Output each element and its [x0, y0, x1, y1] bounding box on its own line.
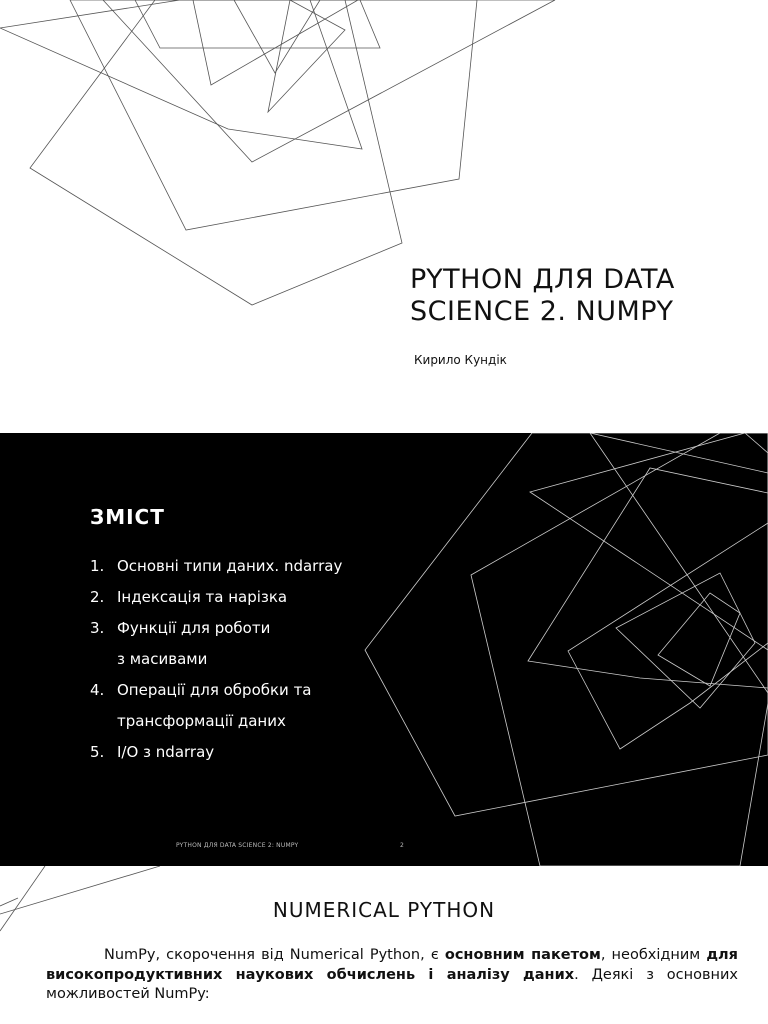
line-shape-8 [268, 0, 345, 112]
line-shape-2 [471, 433, 768, 866]
title-slide [0, 0, 768, 432]
paragraph-text: , необхідним [600, 947, 707, 963]
decorative-line-art [0, 0, 768, 432]
line-shape-7 [616, 573, 755, 708]
contents-item-line: Операції для обробки та [117, 681, 312, 699]
contents-item-number: 2. [90, 588, 105, 606]
line-shape-3 [0, 0, 362, 149]
line-shape-3 [530, 433, 768, 650]
slide-page-number: 2 [400, 842, 404, 849]
contents-item-number: 5. [90, 743, 105, 761]
contents-item-line: I/O з ndarray [117, 743, 215, 761]
line-shape-7 [234, 0, 320, 73]
line-shape-8 [658, 593, 740, 686]
line-shape-4 [590, 433, 768, 693]
contents-item-number: 4. [90, 681, 105, 699]
line-shape-1 [30, 0, 402, 305]
title-line-1: PYTHON ДЛЯ DATA [410, 264, 675, 295]
author-name: Кирило Кундік [414, 353, 507, 367]
line-shape-1 [365, 433, 768, 816]
line-shape-2 [70, 0, 477, 230]
line-shape-4 [103, 0, 555, 162]
contents-item-text [117, 587, 287, 607]
contents-item-text [117, 742, 214, 762]
paragraph-bold: для високопродуктивних наукових обчислень і аналізу даних [46, 947, 738, 983]
contents-item-number: 1. [90, 557, 105, 575]
paragraph-bold: основним пакетом [444, 947, 601, 963]
contents-item-line: трансформації даних [117, 712, 286, 730]
contents-item-text [117, 675, 312, 737]
contents-item-text [117, 613, 270, 675]
contents-item-number: 3. [90, 619, 105, 637]
contents-item-line: Основні типи даних. ndarray [117, 557, 343, 575]
slide-footer: PYTHON ДЛЯ DATA SCIENCE 2: NUMPY [176, 842, 299, 849]
contents-list [90, 556, 390, 773]
slide-heading: NUMERICAL PYTHON [272, 898, 496, 922]
line-shape-5 [528, 468, 768, 688]
contents-item-1 [90, 556, 390, 576]
line-shape-5 [135, 0, 380, 48]
contents-item-text [117, 556, 342, 576]
presentation-title [410, 264, 750, 328]
contents-item-line: Індексація та нарізка [117, 588, 288, 606]
paragraph-text: NumPy, скорочення від Numerical Python, є [104, 947, 445, 963]
paragraph-text: . Деякі з основних можливостей NumPy: [46, 966, 738, 1002]
contents-item-line: з масивами [117, 650, 208, 668]
contents-item-line: Функції для роботи [117, 619, 271, 637]
line-shape-6 [568, 523, 768, 749]
contents-item-5 [90, 742, 390, 762]
intro-paragraph [46, 946, 738, 1005]
contents-item-3 [90, 613, 390, 675]
title-line-2: SCIENCE 2. NUMPY [410, 296, 674, 327]
contents-heading: ЗМІСТ [90, 505, 165, 529]
contents-item-2 [90, 587, 390, 607]
contents-item-4 [90, 675, 390, 737]
